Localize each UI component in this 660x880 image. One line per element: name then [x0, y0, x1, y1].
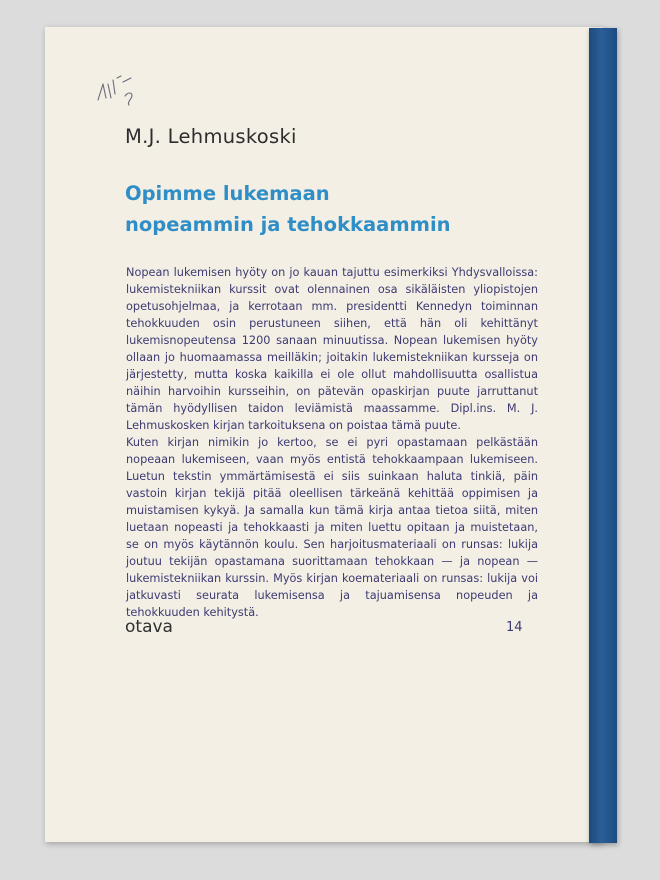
- blurb-text: [126, 264, 538, 621]
- title-line-1: Opimme lukemaan: [125, 182, 330, 205]
- series-number: 14: [506, 620, 523, 635]
- title-line-2: nopeammin ja tehokkaammin: [125, 213, 451, 236]
- pencil-marking: [95, 72, 150, 112]
- book-spine: [589, 28, 617, 843]
- blurb-paragraph-1: Nopean lukemisen hyöty on jo kauan tajuttu esimerkiksi Yhdysvalloissa: lukemistekniikan kurssit ovat olennainen osa sikäläisten yliopistojen opetusohjelmaa, ja kerrotaan mm. presidentti Kennedyn toiminnan tehokkuuden osin perustuneen siihen, että hän oli kehittänyt lukemisnopeutensa 1200 sanaan minuutissa. Nopean lukemisen hyöty ollaan jo huomaamassa meilläkin; joitakin lukemistekniikan kursseja on järjestetty, mutta koska kaikilla ei ole ollut mahdollisuutta osallistua näihin harvoihin kursseihin, on pätevän opaskirjan puute jarruttanut tämän hyödyllisen taidon leviämistä maassamme. Dipl.ins. M. J. Lehmuskosken kirjan tarkoituksena on poistaa tämä puute.: [126, 266, 538, 432]
- blurb-paragraph-2: Kuten kirjan nimikin jo kertoo, se ei pyri opastamaan pelkästään nopeaan lukemiseen, vaan myös entistä tehokkaampaan lukemiseen. Luetun tekstin ymmärtämisestä ei siis suinkaan haluta tinkiä, päin vastoin kirjan tekijä pitää oleellisen tärkeänä kehittää oppimisen ja muistamisen kykyä. Ja samalla kun tämä kirja antaa tietoa siitä, miten luetaan nopeasti ja tehokkaasti ja miten luettu opitaan ja muistetaan, se on myös käytännön koulu. Sen harjoitusmateriaali on runsas: lukija joutuu tekijän opastamana suorittamaan tehokkaan — ja nopean — lukemistekniikan kurssin. Myös kirjan koemateriaali on runsas: lukija voi jatkuvasti seurata lukemisensa ja tajuamisensa nopeuden ja tehokkuuden kehitystä.: [126, 436, 538, 619]
- publisher-name: otava: [125, 617, 173, 637]
- book-title: [125, 178, 451, 240]
- author-name: M.J. Lehmuskoski: [125, 125, 297, 148]
